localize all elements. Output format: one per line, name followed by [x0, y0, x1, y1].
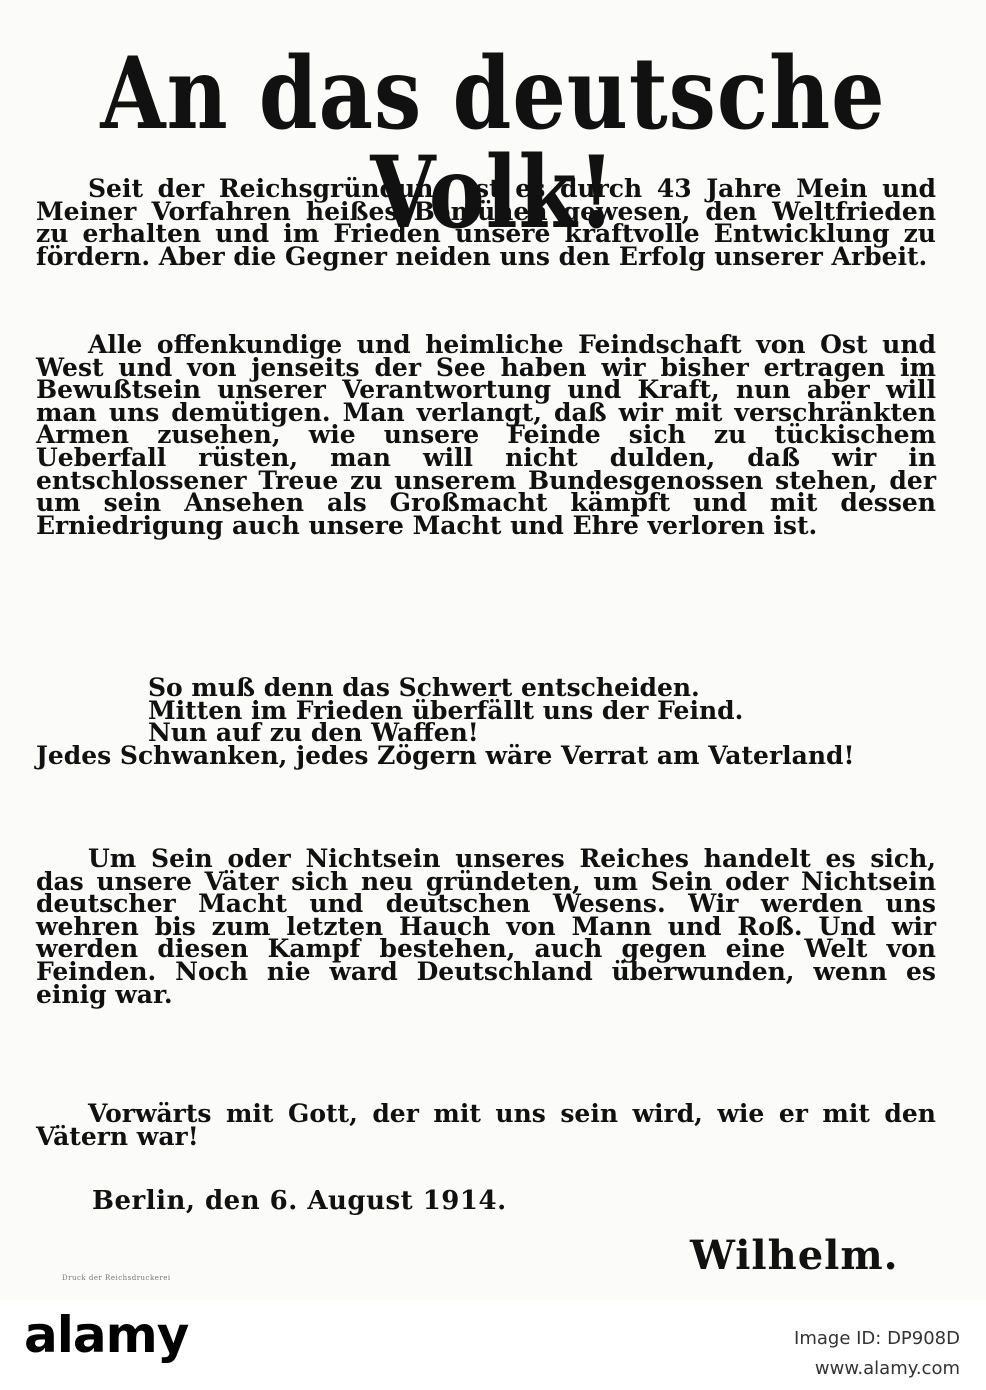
paragraph-4-text: Um Sein oder Nichtsein unseres Reiches handelt es sich, das unsere Väter sich neu gründeten, um Sein oder Nichtsein deutscher Macht und deutschen Wesens. Wir werden uns wehren bis zum letzten Hauch von Mann und Roß. Und wir werden diesen Kampf bestehen, auch gegen eine Welt von Feinden. Noch nie ward Deutschland überwunden, wenn es einig war. — [36, 844, 936, 1009]
paragraph-5-text: Vorwärts mit Gott, der mit uns sein wird, wie er mit den Vätern war! — [36, 1099, 936, 1151]
image-id: Image ID: DP908D — [794, 1328, 960, 1349]
paragraph-2 — [36, 330, 936, 540]
proclamation-line: Mitten im Frieden überfällt uns der Feind. — [148, 695, 744, 725]
proclamation-line: Jedes Schwanken, jedes Zögern wäre Verrat am Vaterland! — [36, 740, 855, 770]
paragraph-2-text: Alle offenkundige und heimliche Feindschaft von Ost und West und von jenseits der See haben wir bisher ertragen im Bewußtsein unserer Verantwortung und Kraft, nun aber will man uns demütigen. Man verlangt, daß wir mit verschränkten Armen zusehen, wie unsere Feinde sich zu tückischem Ueberfall rüsten, man will nicht dulden, daß wir in entschlossener Treue zu unserem Bundesgenossen stehen, der um sein Ansehen als Großmacht kämpft und mit dessen Erniedrigung auch unsere Macht und Ehre verloren ist. — [36, 330, 936, 540]
dateline: Berlin, den 6. August 1914. — [92, 1186, 507, 1216]
paragraph-4 — [36, 844, 936, 1009]
alamy-logo: alamy — [24, 1306, 189, 1364]
proclamation-line: So muß denn das Schwert entscheiden. — [148, 673, 700, 702]
paragraph-1 — [36, 174, 936, 271]
paragraph-1-text: Seit der Reichsgründung ist es durch 43 Jahre Mein und Meiner Vorfahren heißes Bemühen gewesen, den Weltfrieden zu erhalten und im Frieden unsere kraftvolle Entwicklung zu fördern. Aber die Gegner neiden uns den Erfolg unserer Arbeit. — [36, 174, 936, 271]
proclamation-lines — [36, 673, 936, 770]
proclamation-line: Nun auf zu den Waffen! — [148, 718, 479, 748]
printer-imprint: Druck der Reichsdruckerei — [62, 1274, 171, 1282]
watermark-url: www.alamy.com — [814, 1358, 960, 1379]
paragraph-5 — [36, 1099, 936, 1151]
signature: Wilhelm. — [690, 1232, 899, 1279]
poster-title: An das deutsche Volk! — [100, 34, 886, 251]
